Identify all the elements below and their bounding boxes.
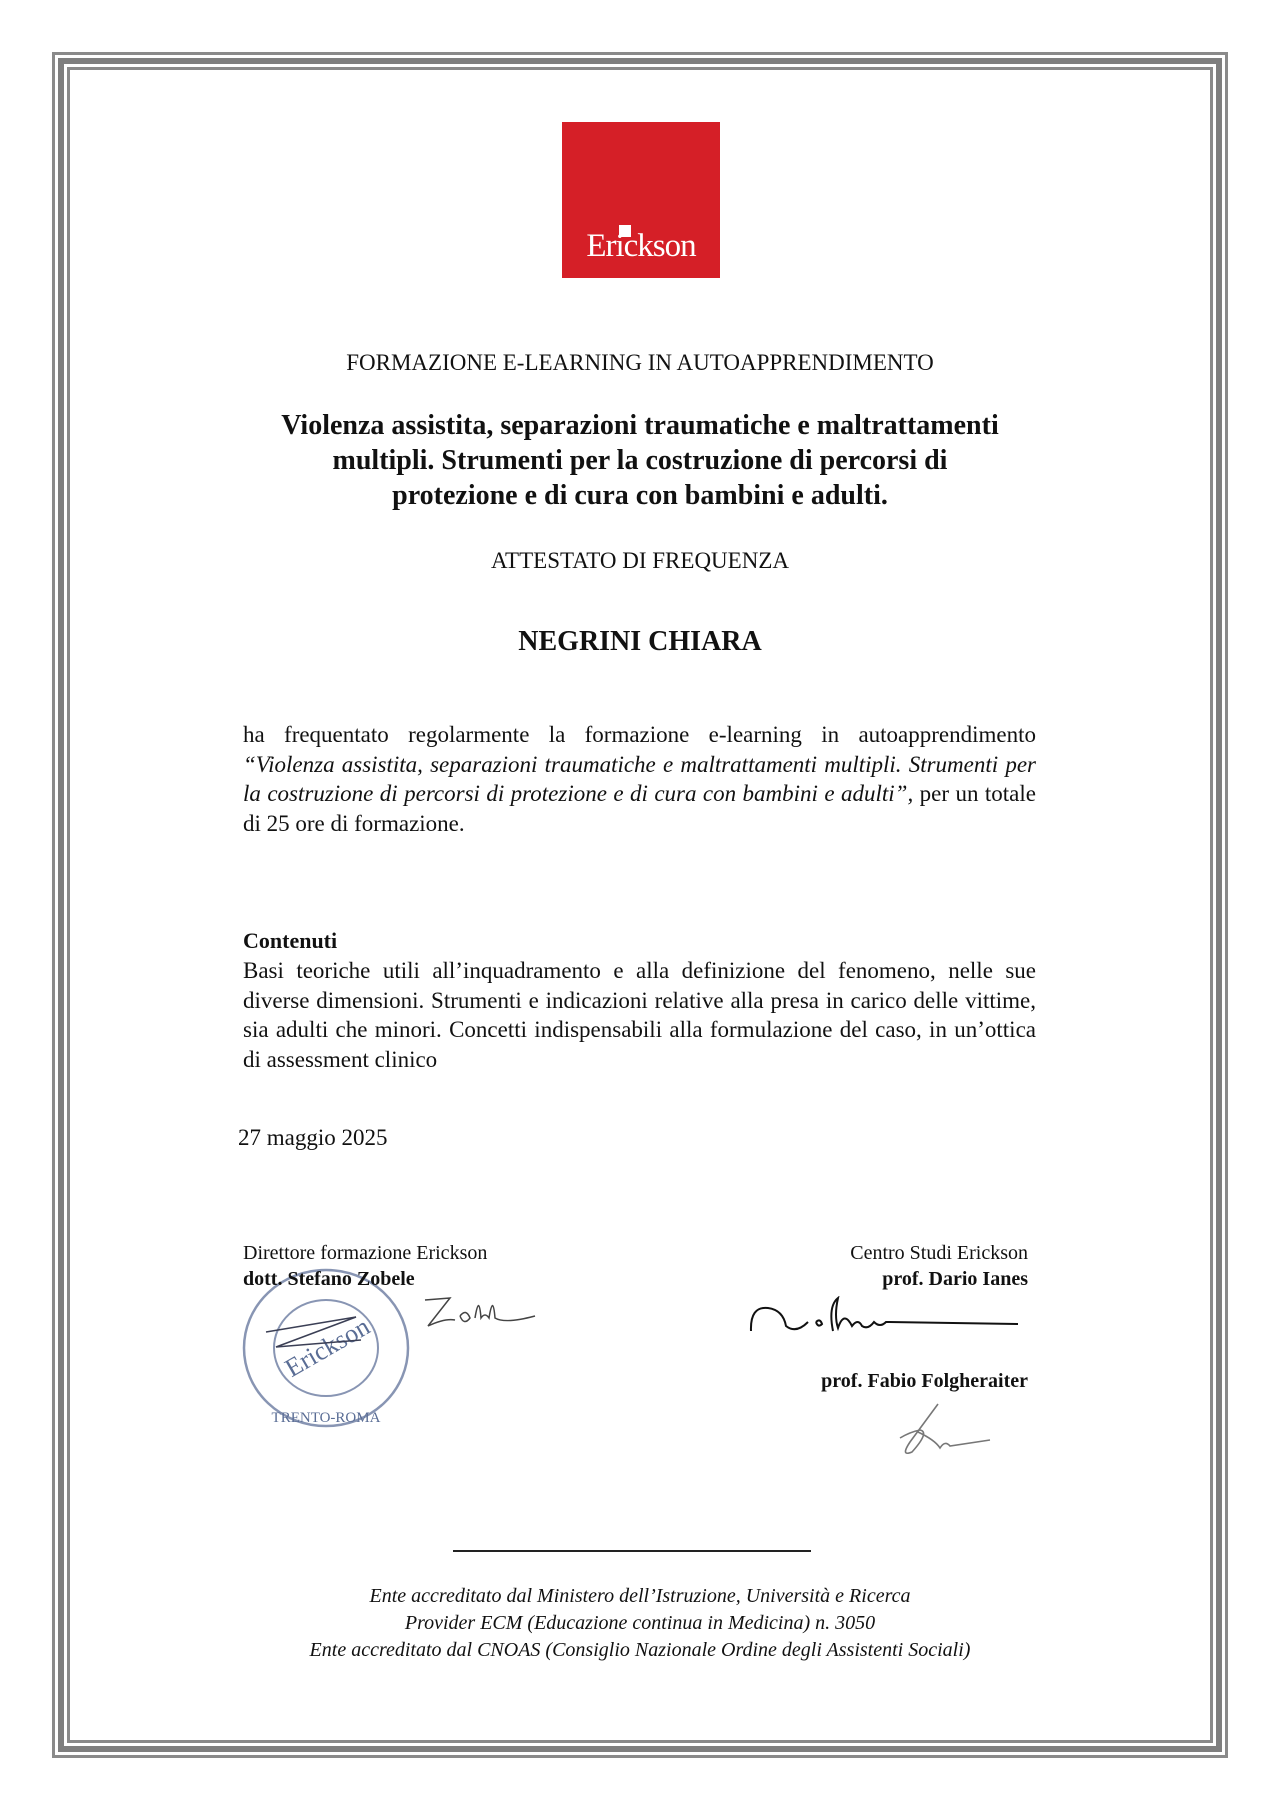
intro-text: ha frequentato regolarmente la formazione e-learning in autoapprendimento xyxy=(243,722,1036,747)
course-title-line: Violenza assistita, separazioni traumatiche e maltrattamenti xyxy=(281,410,999,441)
course-title-line: multipli. Strumenti per la costruzione di percorsi di xyxy=(332,445,948,476)
signer-name: dott. Stefano Zobele xyxy=(243,1268,415,1290)
course-type-kicker: FORMAZIONE E-LEARNING IN AUTOAPPRENDIMENTO xyxy=(346,350,934,375)
signer-role: Centro Studi Erickson xyxy=(850,1242,1028,1264)
accreditation-line: Ente accreditato dal Ministero dell’Istruzione, Università e Ricerca xyxy=(369,1585,911,1607)
signature-block-left xyxy=(243,1240,487,1292)
course-title-line: protezione e di cura con bambini e adulti. xyxy=(392,480,888,511)
signer-role: Direttore formazione Erickson xyxy=(243,1242,488,1264)
svg-text:TRENTO-ROMA: TRENTO-ROMA xyxy=(271,1410,381,1426)
svg-text:Erickson: Erickson xyxy=(280,1311,375,1383)
signer-name-folgheraiter: prof. Fabio Folgheraiter xyxy=(821,1370,1028,1392)
issue-date: 27 maggio 2025 xyxy=(238,1125,388,1150)
border-inner xyxy=(67,67,1213,1743)
signature-block-right xyxy=(850,1240,1028,1292)
contents-text: Basi teoriche utili all’inquadramento e alla definizione del fenomeno, nelle sue diverse dimensioni. Strumenti e indicazioni relative alla presa in carico delle vittime, sia adulti che minori. Concetti indispensabili alla formulazione del caso, in un’ottica di assessment clinico xyxy=(243,958,1036,1072)
signer-name: prof. Dario Ianes xyxy=(882,1268,1028,1290)
signature-zobele-icon xyxy=(420,1288,540,1338)
certificate-type: ATTESTATO DI FREQUENZA xyxy=(490,548,789,573)
attendance-statement xyxy=(243,720,1036,838)
hours-text: per un totale di 25 ore di formazione. xyxy=(243,781,1036,836)
course-title xyxy=(0,408,1280,513)
accreditation-line: Ente accreditato dal CNOAS (Consiglio Nazionale Ordine degli Assistenti Sociali) xyxy=(309,1639,971,1661)
signature-ianes-icon xyxy=(748,1296,1023,1341)
contents-heading: Contenuti xyxy=(243,928,338,953)
logo-text: Erickson xyxy=(586,228,696,264)
accreditation-footer xyxy=(0,1583,1280,1664)
recipient-name: NEGRINI CHIARA xyxy=(518,626,762,657)
accreditation-line: Provider ECM (Educazione continua in Medicina) n. 3050 xyxy=(404,1612,876,1634)
footer-divider xyxy=(453,1550,811,1552)
quoted-course-title: “Violenza assistita, separazioni traumatiche e maltrattamenti multipli. Strumenti per la costruzione di percorsi di protezione e di cura con bambini e adulti”, xyxy=(243,751,1036,806)
signature-folgheraiter-icon xyxy=(880,1402,1000,1462)
